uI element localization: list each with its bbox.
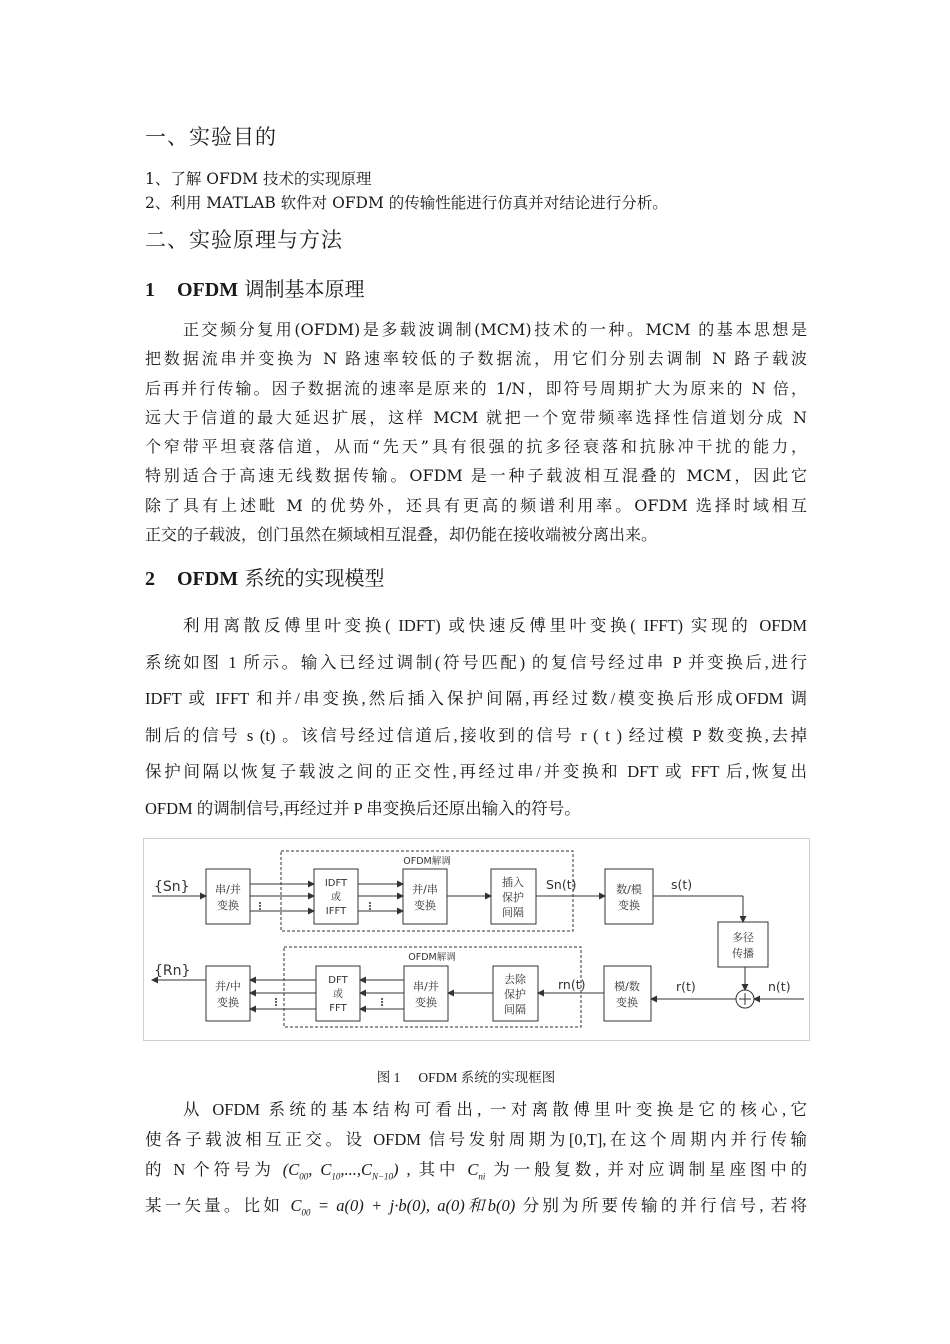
paragraph-line: IDFT 或 IFFT 和并/串变换,然后插入保护间隔,再经过数/模变换后形成OFDM 调 bbox=[145, 689, 807, 709]
paragraph-ofdm-principle bbox=[145, 315, 807, 549]
dft-label-3: FFT bbox=[329, 1003, 347, 1014]
paragraph-line: 正交的子载波，创门虽然在频域相互混叠，却仍能在接收端被分离出来。 bbox=[145, 525, 658, 545]
dft-label-1: DFT bbox=[328, 975, 348, 986]
paragraph-line: 远大于信道的最大延迟扩展，这样 MCM 就把一个宽带频率选择性信道划分成 N bbox=[145, 407, 807, 427]
insert-guard-label-1: 插入 bbox=[502, 876, 524, 889]
s-t-label: s(t) bbox=[671, 877, 693, 892]
paragraph-ofdm-model bbox=[145, 608, 807, 828]
purpose-item-2: 2、利用 MATLAB 软件对 OFDM 的传输性能进行仿真并对结论进行分析。 bbox=[145, 194, 668, 212]
ps1-label-1: 并/串 bbox=[412, 883, 438, 896]
rn-t-label: rn(t) bbox=[558, 977, 586, 992]
ellipsis-dots bbox=[259, 902, 383, 1006]
cni-symbol: $C_{ni}$ bbox=[467, 1160, 486, 1182]
remove-guard-label-3: 间隔 bbox=[504, 1003, 526, 1016]
paragraph-line: 正交频分复用(OFDM)是多载波调制(MCM)技术的一种。MCM 的基本思想是 bbox=[183, 320, 807, 339]
sp2-label-2: 变换 bbox=[415, 996, 437, 1009]
line4-part-b: 分别为所要传输的并行信号, 若将 bbox=[522, 1196, 808, 1216]
da-label-1: 数/模 bbox=[616, 883, 642, 896]
multipath-label-2: 传播 bbox=[732, 947, 754, 960]
line3-part-b: , 其中 bbox=[406, 1160, 460, 1179]
n-t-label: n(t) bbox=[768, 979, 791, 994]
figure-caption-label: 图 1 bbox=[376, 1070, 401, 1085]
paragraph-line: 使各子载波相互正交。设 OFDM 信号发射周期为[0,T],在这个周期内并行传输 bbox=[145, 1130, 807, 1149]
sp2-label-1: 串/并 bbox=[413, 980, 439, 993]
idft-label-3: IFFT bbox=[325, 906, 347, 917]
paragraph-line: 特别适合于高速无线数据传输。OFDM 是一种子载波相互混叠的 MCM，因此它 bbox=[145, 466, 807, 486]
subsection-title-bold: OFDM bbox=[177, 568, 239, 590]
ps1-label-2: 变换 bbox=[414, 899, 436, 912]
ad-block bbox=[604, 966, 651, 1021]
paragraph-line: OFDM 的调制信号,再经过并 P 串变换后还原出输入的符号。 bbox=[145, 798, 581, 818]
ad-label-2: 变换 bbox=[616, 996, 638, 1009]
line4-part-a: 某一矢量。比如 bbox=[145, 1196, 284, 1216]
paragraph-line: 个窄带平坦衰落信道，从而“先天”具有很强的抗多径衰落和抗脉冲干扰的能力， bbox=[145, 437, 807, 457]
remove-guard-label-2: 保护 bbox=[504, 988, 526, 1001]
c00-formula: $C_{00} = a(0) + j\cdot b(0)$, a(0)和b(0) bbox=[290, 1196, 516, 1218]
sp2-block bbox=[404, 966, 448, 1021]
dft-label-2: 或 bbox=[333, 989, 343, 1000]
paragraph-line bbox=[145, 1155, 807, 1191]
paragraph-ofdm-structure bbox=[145, 1095, 807, 1228]
paragraph-line: 把数据流串并变换为 N 路速率较低的子数据流，用它们分别去调制 N 路子载波 bbox=[145, 349, 807, 369]
figure-caption-text: OFDM 系统的实现框图 bbox=[418, 1070, 556, 1085]
sp1-block bbox=[206, 869, 250, 924]
ps2-label-1: 并/中 bbox=[215, 980, 241, 993]
diagram-svg bbox=[144, 839, 809, 1040]
idft-label-2: 或 bbox=[331, 892, 341, 903]
r-t-label: r(t) bbox=[676, 979, 696, 994]
paragraph-line: 保护间隔以恢复子载波之间的正交性,再经过串/并变换和 DFT 或 FFT 后,恢复出 bbox=[145, 762, 807, 782]
subsection-heading-2 bbox=[145, 562, 384, 591]
purpose-item-1: 1、了解 OFDM 技术的实现原理 bbox=[145, 170, 372, 188]
section-heading-principle: 二、实验原理与方法 bbox=[145, 228, 343, 252]
paragraph-line: 除了具有上述毗 M 的优势外，还具有更高的频谱利用率。OFDM 选择时域相互 bbox=[145, 495, 807, 515]
subsection-number: 1 bbox=[145, 279, 155, 301]
sn-t-label: Sn(t) bbox=[546, 877, 577, 892]
multipath-label-1: 多径 bbox=[732, 931, 754, 944]
paragraph-line: 利用离散反傅里叶变换( IDFT) 或快速反傅里叶变换( IFFT) 实现的 OFDM bbox=[183, 616, 807, 635]
output-symbols-label: {Rn} bbox=[154, 963, 191, 979]
ofdm-block-diagram bbox=[143, 838, 810, 1041]
subsection-title-rest: 调制基本原理 bbox=[238, 277, 365, 301]
figure-caption bbox=[0, 1066, 950, 1086]
paragraph-line bbox=[145, 1191, 807, 1227]
subsection-title-rest: 系统的实现模型 bbox=[238, 566, 385, 590]
tx-group-label: OFDM解调 bbox=[403, 856, 451, 867]
ps1-block bbox=[403, 869, 447, 924]
subsection-heading-1 bbox=[145, 273, 364, 302]
paragraph-line: 制后的信号 s (t) 。该信号经过信道后,接收到的信号 r ( t ) 经过模 P 数变换,去掉 bbox=[145, 725, 807, 745]
paragraph-line: 从 OFDM 系统的基本结构可看出, 一对离散傅里叶变换是它的核心,它 bbox=[183, 1100, 807, 1119]
subsection-title-bold: OFDM bbox=[177, 279, 239, 301]
ps2-label-2: 变换 bbox=[217, 996, 239, 1009]
section-heading-purpose: 一、实验目的 bbox=[145, 125, 277, 149]
sp1-label-2: 变换 bbox=[217, 899, 239, 912]
insert-guard-label-3: 间隔 bbox=[502, 906, 524, 919]
rx-group-label: OFDM解调 bbox=[408, 952, 456, 963]
multipath-block bbox=[718, 922, 768, 967]
insert-guard-label-2: 保护 bbox=[502, 891, 524, 904]
paragraph-line: 系统如图 1 所示。输入已经过调制(符号匹配) 的复信号经过串 P 并变换后,进行 bbox=[145, 652, 807, 672]
idft-label-1: IDFT bbox=[324, 878, 348, 889]
sp1-label-1: 串/并 bbox=[215, 883, 241, 896]
da-block bbox=[605, 869, 653, 924]
ps2-block bbox=[206, 966, 250, 1021]
line3-part-c: 为一般复数, 并对应调制星座图中的 bbox=[493, 1160, 808, 1179]
line3-part-a: 的 N 个符号为 bbox=[145, 1160, 275, 1179]
symbol-set-formula: ($C_{00}$, $C_{10},...,C_{N-10}$) bbox=[282, 1160, 399, 1182]
da-label-2: 变换 bbox=[618, 899, 640, 912]
subsection-number: 2 bbox=[145, 568, 155, 590]
input-symbols-label: {Sn} bbox=[154, 879, 190, 895]
ad-label-1: 模/数 bbox=[614, 980, 640, 993]
paragraph-line: 后再并行传输。因子数据流的速率是原来的 1/N，即符号周期扩大为原来的 N 倍， bbox=[145, 378, 807, 398]
remove-guard-label-1: 去除 bbox=[504, 973, 526, 986]
